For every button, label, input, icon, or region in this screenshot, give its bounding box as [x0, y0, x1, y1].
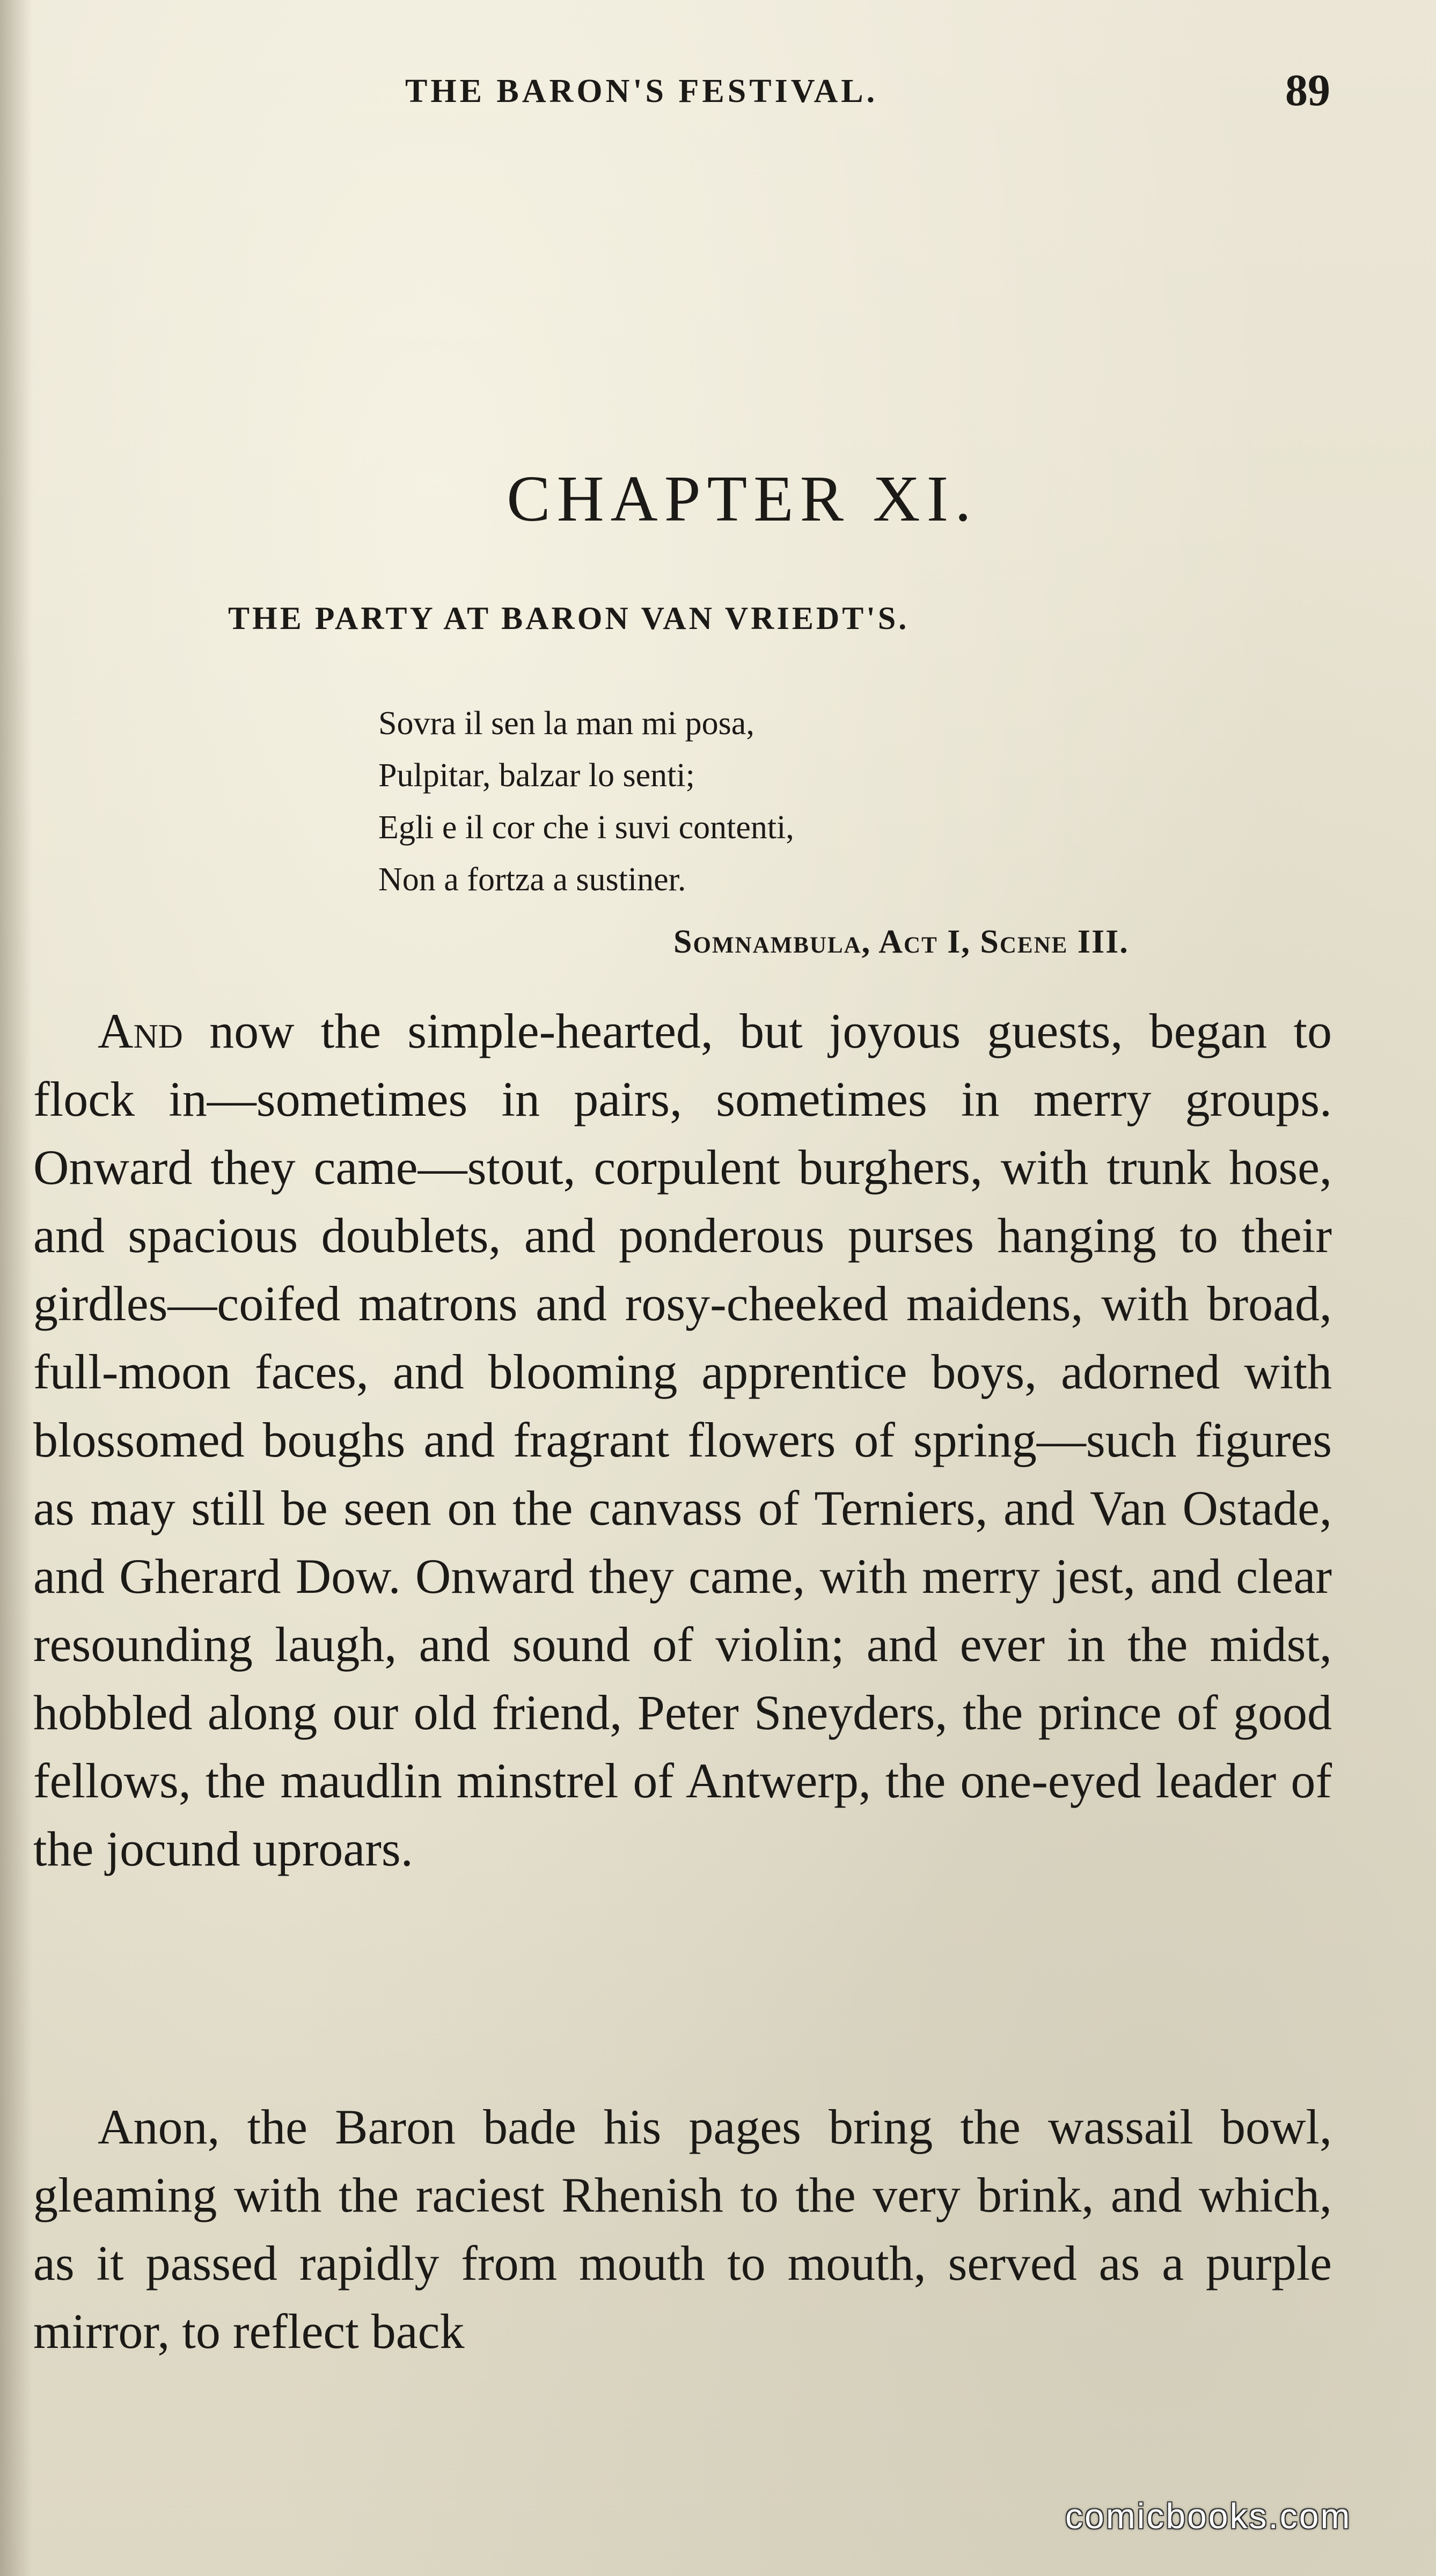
running-header: THE BARON'S FESTIVAL. [405, 73, 878, 109]
paragraph-text: Anon, the Baron bade his pages bring the wassail bowl, gleaming with the raciest Rhenish to the very brink, and which, as it passed rapidly from mouth to mouth, served as a purple mirror, to reflect back [33, 2099, 1332, 2359]
epigraph-line: Pulpitar, balzar lo senti; [378, 757, 695, 794]
paragraph-lead-word: And [98, 1004, 183, 1058]
epigraph-line: Egli e il cor che i suvi contenti, [378, 809, 794, 846]
chapter-subtitle: THE PARTY AT BARON VAN VRIEDT'S. [228, 601, 910, 636]
body-paragraph-1 [33, 997, 1332, 1883]
page-gutter-shadow [0, 0, 32, 2576]
body-paragraph-2 [33, 2093, 1332, 2366]
paragraph-text: now the simple-hearted, but joyous guests, began to flock in—sometimes in pairs, sometimes in merry groups. Onward they came—stout, corpulent burghers, with trunk hose, and spacious doublets, and ponderous purses hanging to their girdles—coifed matrons and rosy-cheeked maidens, with broad, full-moon faces, and blooming apprentice boys, adorned with blossomed boughs and fragrant flowers of spring—such figures as may still be seen on the canvass of Terniers, and Van Ostade, and Gherard Dow. Onward they came, with merry jest, and clear resounding laugh, and sound of violin; and ever in the midst, hobbled along our old friend, Peter Sneyders, the prince of good fellows, the maudlin minstrel of Antwerp, the one-eyed leader of the jocund uproars. [33, 1004, 1332, 1876]
page-number: 89 [1285, 65, 1330, 115]
watermark: comicbooks.com [1065, 2496, 1352, 2536]
epigraph-attribution: Somnambula, Act I, Scene III. [673, 924, 1129, 960]
epigraph-line: Non a fortza a sustiner. [378, 861, 686, 898]
epigraph [378, 698, 794, 906]
epigraph-line: Sovra il sen la man mi posa, [378, 705, 754, 742]
chapter-title: CHAPTER XI. [507, 463, 978, 535]
